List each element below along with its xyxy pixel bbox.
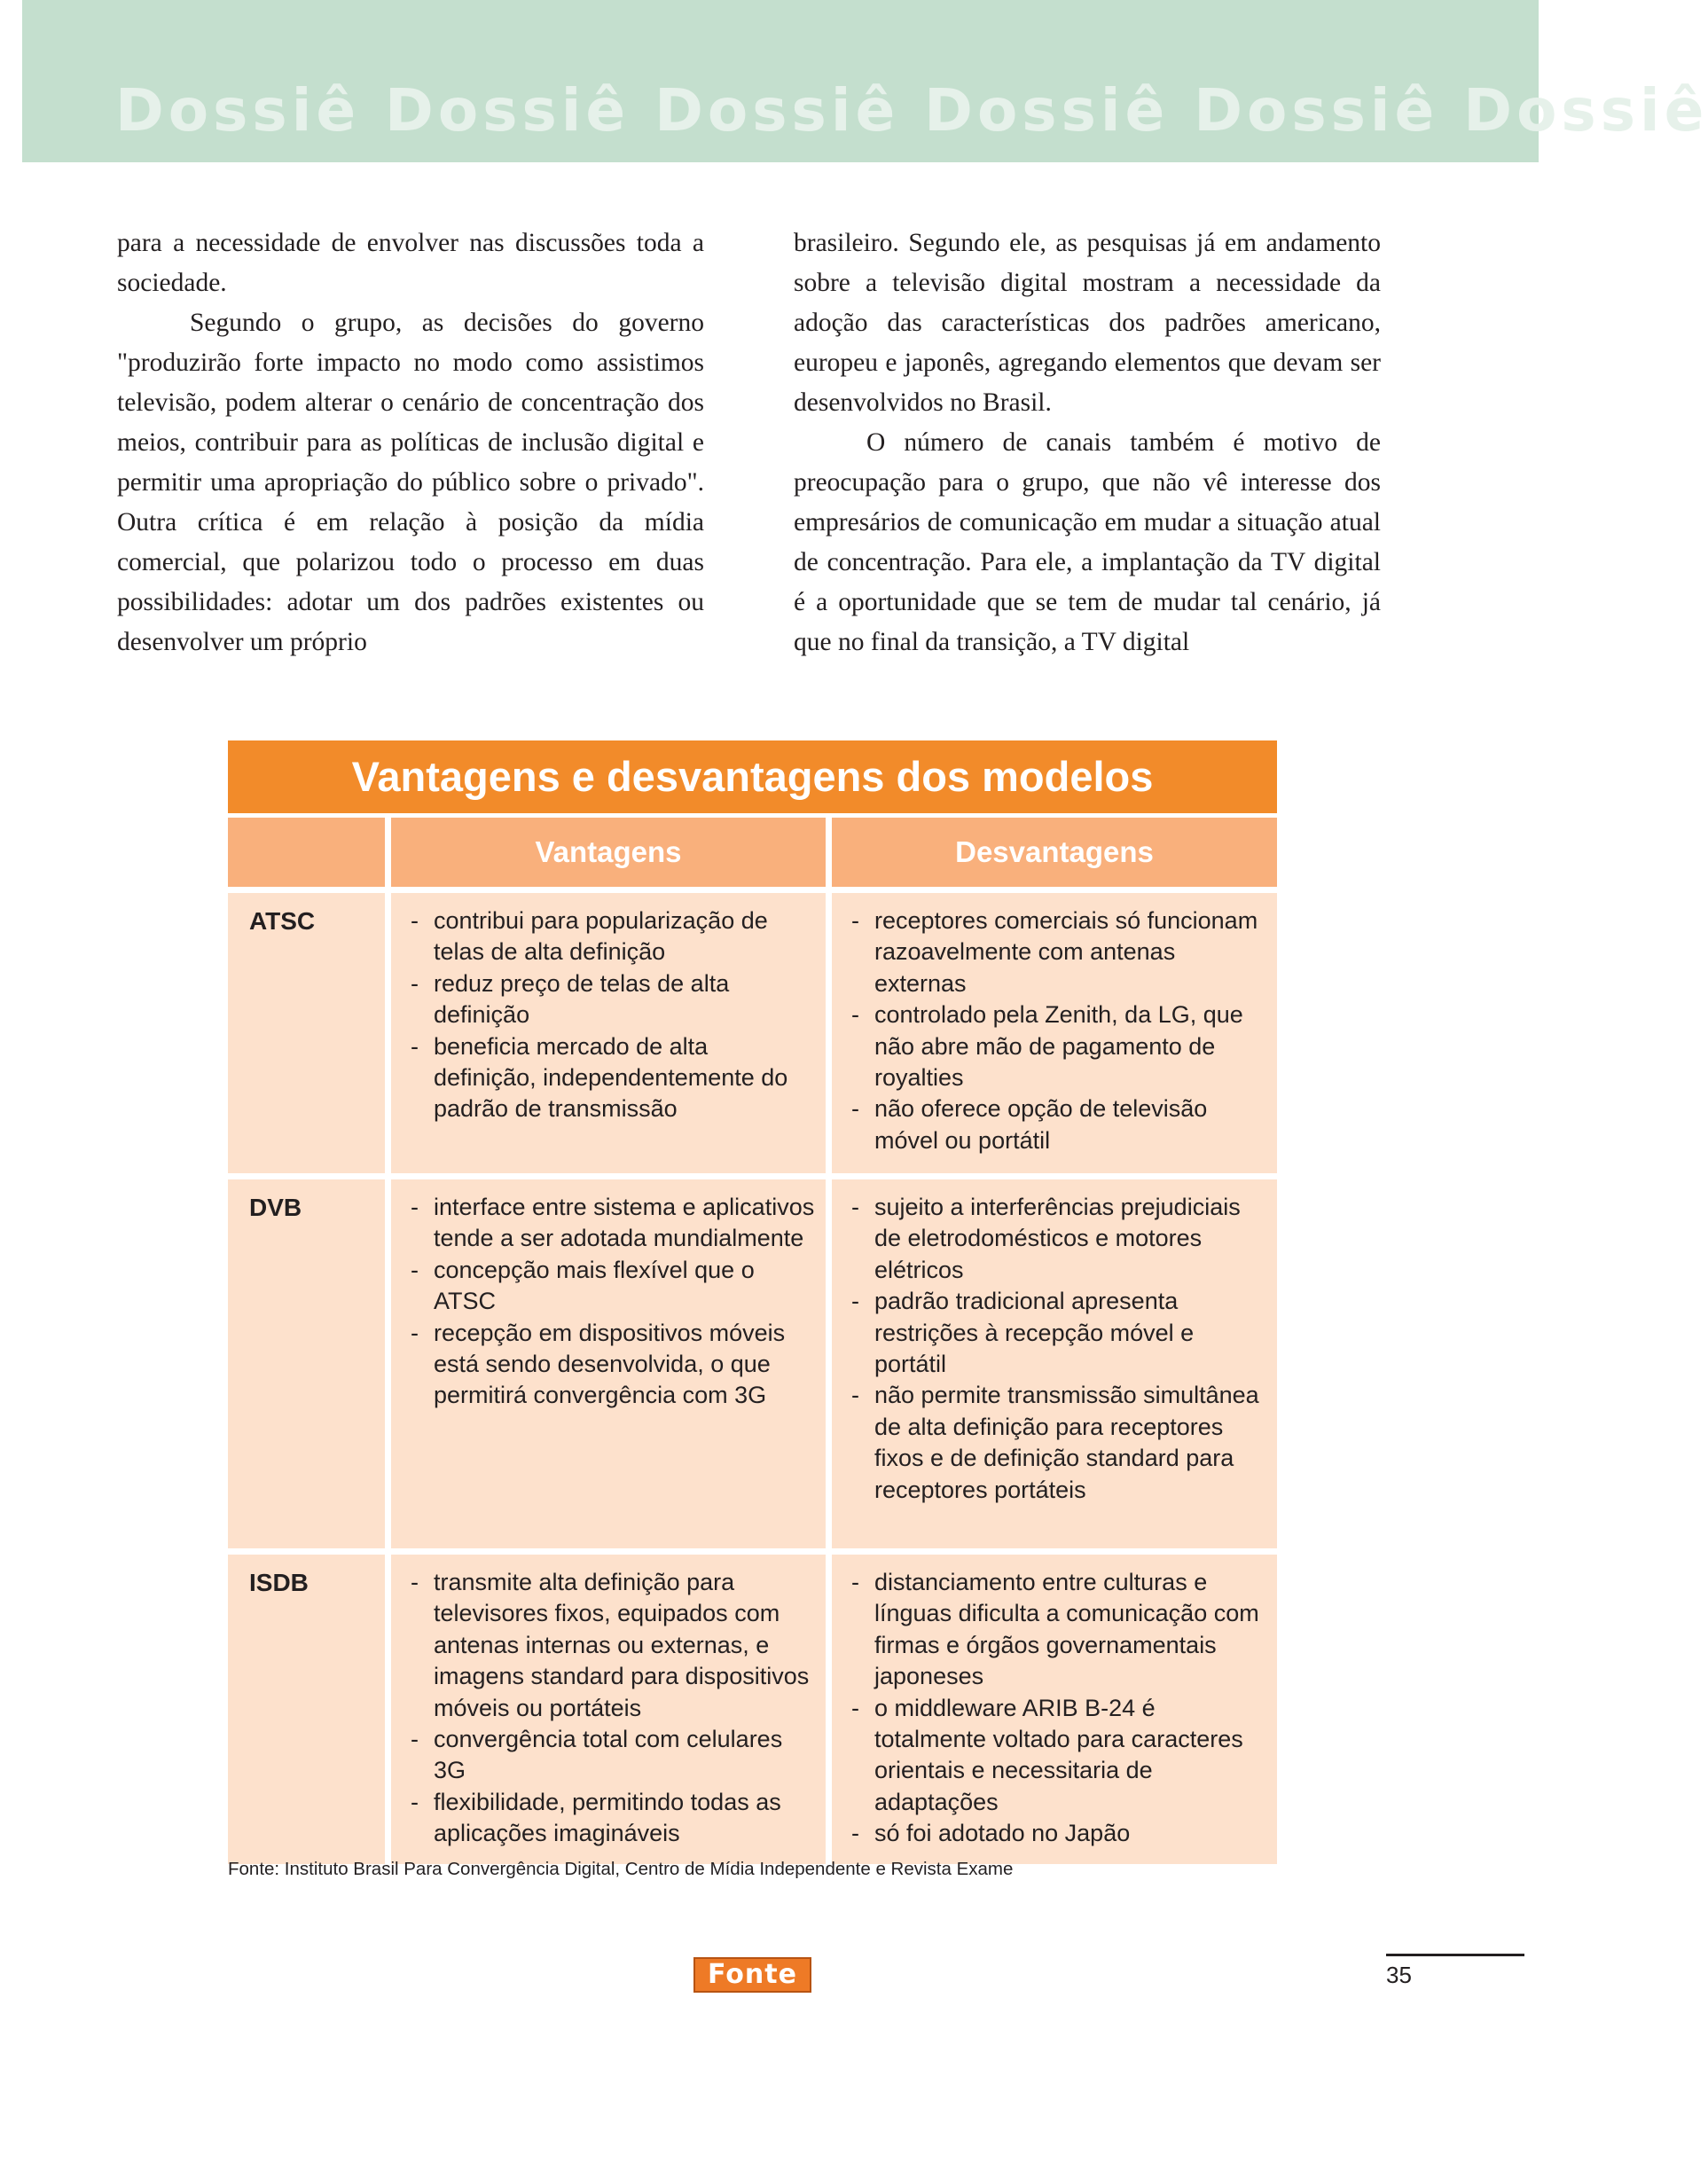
list-item: - padrão tradicional apresenta restrições à recepção móvel e portátil: [832, 1286, 1268, 1380]
list-item: - só foi adotado no Japão: [832, 1818, 1268, 1849]
article-column-left: [117, 223, 704, 662]
fonte-logo: Fonte: [693, 1957, 811, 1993]
row-label: DVB: [228, 1179, 385, 1548]
row-label: ISDB: [228, 1555, 385, 1864]
list-item: - convergência total com celulares 3G: [391, 1724, 817, 1787]
list-item: - reduz preço de telas de alta definição: [391, 968, 817, 1031]
section-banner: [22, 0, 1708, 162]
list-item: - contribui para popularização de telas de alta definição: [391, 905, 817, 968]
list-item: - o middleware ARIB B-24 é totalmente voltado para caracteres orientais e necessitaria de adaptações: [832, 1693, 1268, 1819]
table-row: [228, 1555, 1277, 1864]
vantagens-cell: [391, 1555, 826, 1864]
article-paragraph: Segundo o grupo, as decisões do governo "produzirão forte impacto no modo como assistimos televisão, podem alterar o cenário de concentração dos meios, contribuir para as políticas de inclusão digital e permitir uma apropriação do público sobre o privado". Outra crítica é em relação à posição da mídia comercial, que polarizou todo o processo em duas possibilidades: adotar um dos padrões existentes ou desenvolver um próprio: [117, 309, 704, 656]
table-row: [228, 1179, 1277, 1548]
table-title: Vantagens e desvantagens dos modelos: [228, 740, 1277, 813]
header-empty-cell: [228, 818, 385, 887]
comparison-table: [228, 740, 1277, 1864]
table-row: [228, 893, 1277, 1173]
page-number: 35: [1386, 1962, 1412, 1988]
list-item: - flexibilidade, permitindo todas as aplicações imagináveis: [391, 1787, 817, 1850]
row-label: ATSC: [228, 893, 385, 1173]
header-vantagens: Vantagens: [391, 818, 826, 887]
list-item: - transmite alta definição para televisores fixos, equipados com antenas internas ou externas, e imagens standard para dispositivos móveis ou portáteis: [391, 1567, 817, 1724]
article-paragraph: para a necessidade de envolver nas discussões toda a sociedade.: [117, 229, 704, 297]
footer-divider: [1386, 1954, 1524, 1956]
list-item: - receptores comerciais só funcionam razoavelmente com antenas externas: [832, 905, 1268, 999]
desvantagens-cell: [832, 893, 1277, 1173]
desvantagens-cell: [832, 1179, 1277, 1548]
list-item: - interface entre sistema e aplicativos tende a ser adotada mundialmente: [391, 1192, 817, 1255]
article-paragraph: brasileiro. Segundo ele, as pesquisas já em andamento sobre a televisão digital mostram a necessidade da adoção das características dos padrões americano, europeu e japonês, agregando elementos que devam ser desenvolvidos no Brasil.: [794, 229, 1381, 417]
vantagens-cell: [391, 893, 826, 1173]
list-item: - recepção em dispositivos móveis está sendo desenvolvida, o que permitirá convergência com 3G: [391, 1318, 817, 1412]
article-column-right: [794, 223, 1381, 662]
banner-text: Dossiê Dossiê Dossiê Dossiê Dossiê Dossiê: [115, 76, 1708, 145]
list-item: - beneficia mercado de alta definição, independentemente do padrão de transmissão: [391, 1031, 817, 1125]
list-item: - concepção mais flexível que o ATSC: [391, 1255, 817, 1318]
list-item: - não oferece opção de televisão móvel ou portátil: [832, 1093, 1268, 1156]
list-item: - distanciamento entre culturas e línguas dificulta a comunicação com firmas e órgãos governamentais japoneses: [832, 1567, 1268, 1693]
table-source-note: Fonte: Instituto Brasil Para Convergência Digital, Centro de Mídia Independente e Revista Exame: [228, 1859, 1014, 1879]
list-item: - não permite transmissão simultânea de alta definição para receptores fixos e de definição standard para receptores portáteis: [832, 1380, 1268, 1506]
list-item: - controlado pela Zenith, da LG, que não abre mão de pagamento de royalties: [832, 999, 1268, 1093]
desvantagens-cell: [832, 1555, 1277, 1864]
article-paragraph: O número de canais também é motivo de preocupação para o grupo, que não vê interesse dos empresários de comunicação em mudar a situação atual de concentração. Para ele, a implantação da TV digital é a oportunidade que se tem de mudar tal cenário, já que no final da transição, a TV digital: [794, 428, 1381, 656]
header-desvantagens: Desvantagens: [832, 818, 1277, 887]
vantagens-cell: [391, 1179, 826, 1548]
list-item: - sujeito a interferências prejudiciais de eletrodomésticos e motores elétricos: [832, 1192, 1268, 1286]
table-header-row: [228, 818, 1277, 887]
